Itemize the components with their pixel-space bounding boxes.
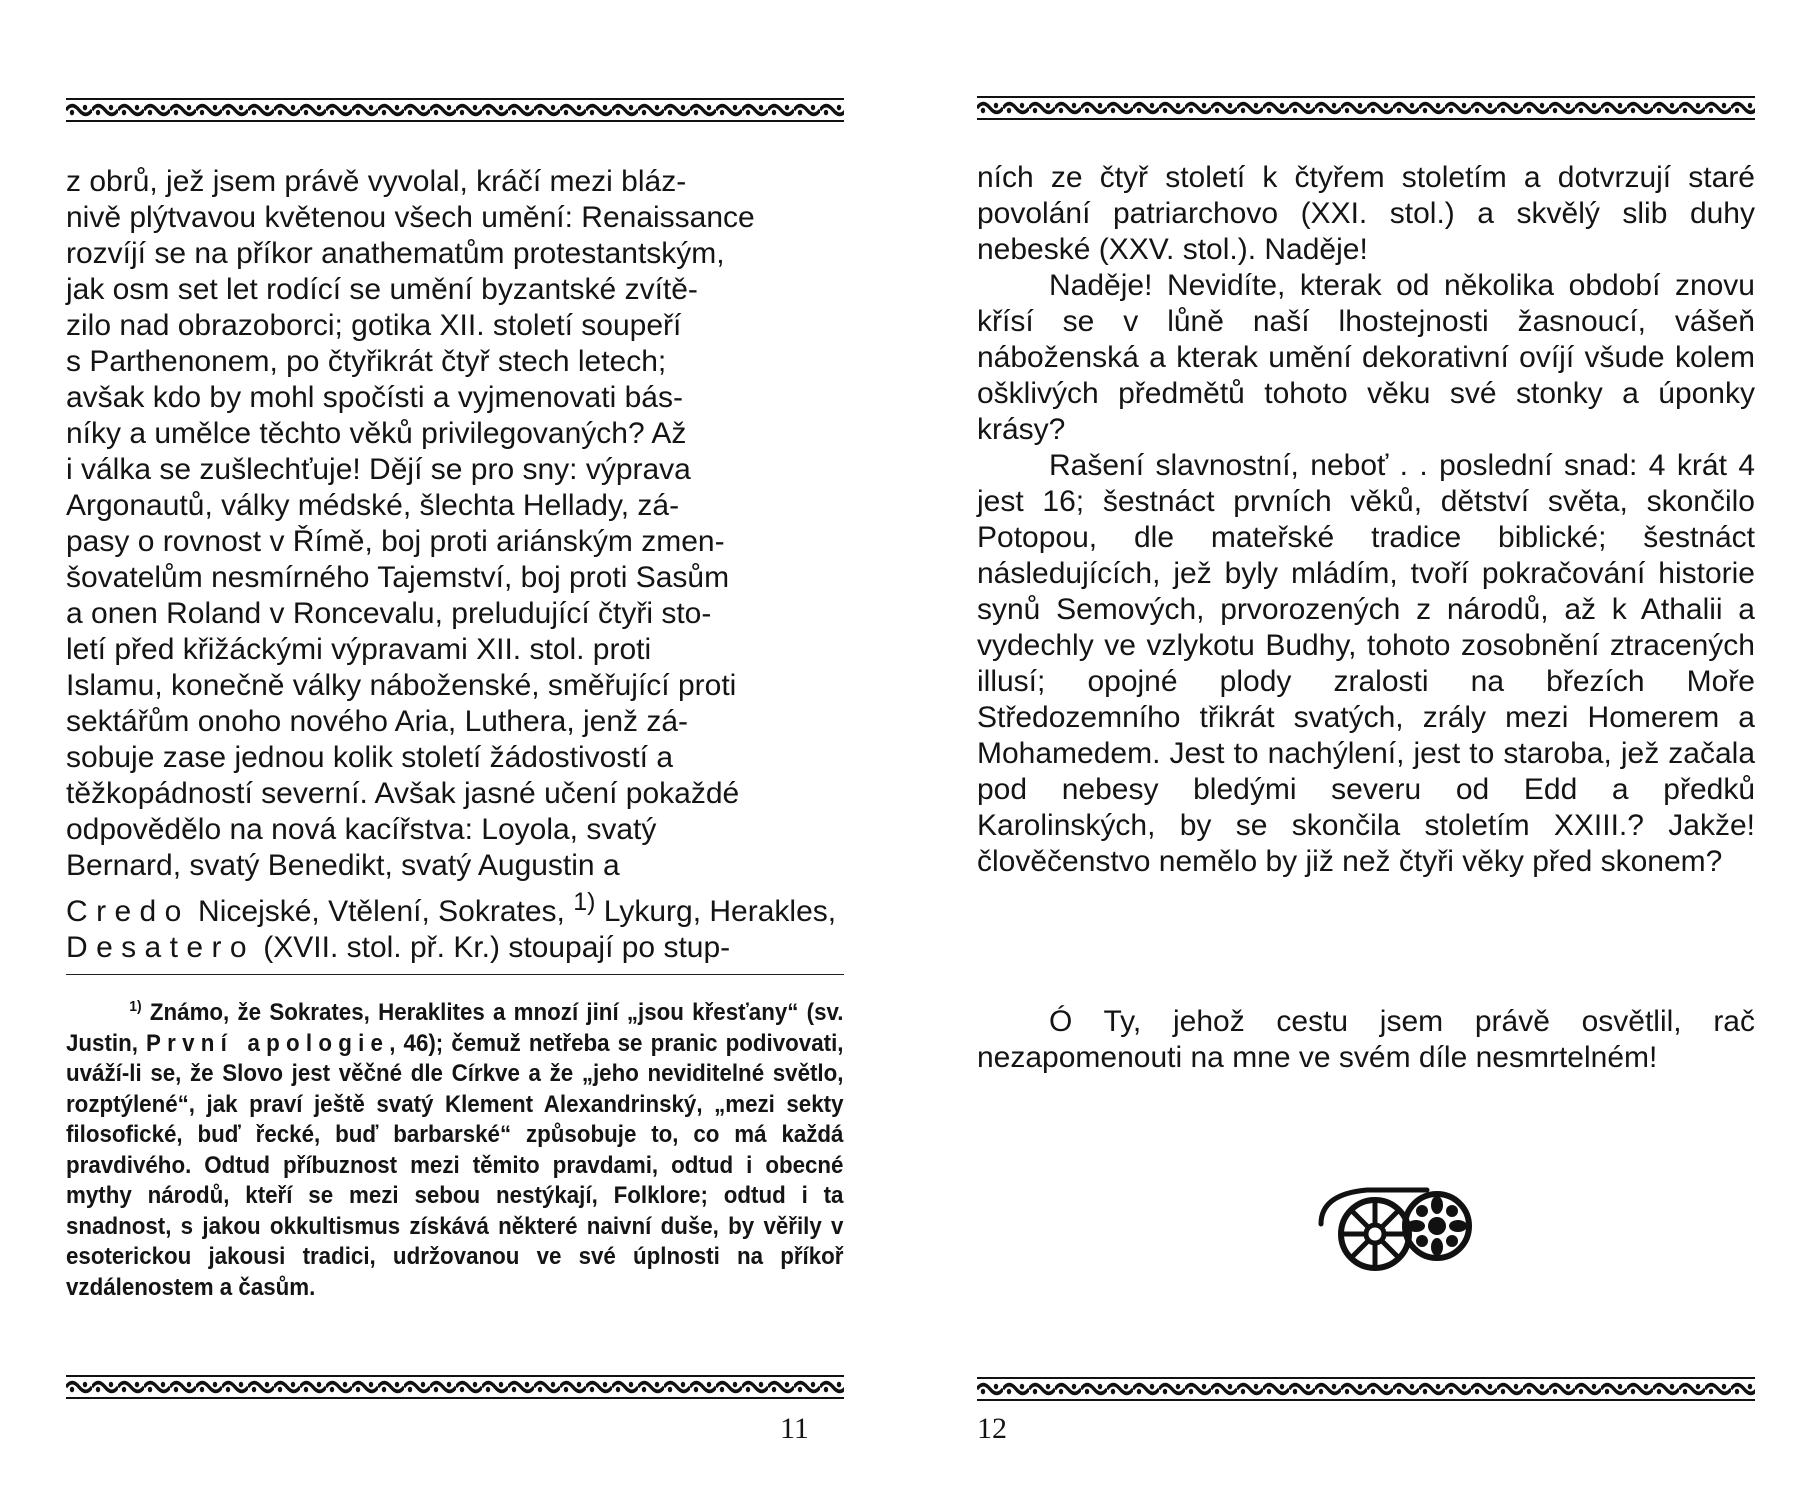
- flower-vignette-icon: [1307, 1160, 1477, 1284]
- spaced-word: Credo: [66, 895, 190, 928]
- left-body-text: [66, 164, 844, 966]
- top-border-ornament-icon: [977, 96, 1755, 120]
- spaced-word: Desatero: [66, 931, 255, 964]
- body-line: nivě plýtvavou květenou všech umění: Renaissance: [66, 201, 755, 234]
- body-line: Credo Nicejské, Vtělení, Sokrates, $^{1)}$ Lykurg, Herakles,: [66, 888, 837, 928]
- top-border-ornament-icon: [66, 98, 844, 122]
- paragraph: ních ze čtyř století k čtyřem stoletím a dotvrzují staré povolání patriarchovo (XXI. stol.) a skvělý slib duhy nebeské (XXV. stol.). Naděje!: [977, 161, 1755, 266]
- spaced-title: První apologie: [146, 1029, 390, 1057]
- body-line: odpovědělo na nová kacířstva: Loyola, svatý: [66, 813, 657, 846]
- footnote-divider: [66, 974, 844, 975]
- bottom-border-ornament-icon: [66, 1375, 844, 1399]
- bottom-border-ornament-icon: [977, 1377, 1755, 1401]
- body-line: těžkopádností severní. Avšak jasné učení pokaždé: [66, 777, 740, 810]
- body-line: zilo nad obrazoborci; gotika XII. století soupeří: [66, 309, 682, 342]
- body-line: avšak kdo by mohl spočísti a vyjmenovati bás-: [66, 381, 683, 414]
- footnote: $^{1)}$ Známo, že Sokrates, Heraklites a mnozí jiní „jsou křesťany“ (sv. Justin, První apologie, 46); čemuž netřeba se pranic podivovati, uváží-li se, že Slovo jest věčné dle Církve a že „jeho neviditelné světlo, rozptýlené“, jak praví ještě svatý Klement Alexandrinský, „mezi sekty filosofické, buď řecké, buď barbarské“ způsobuje to, co má každá pravdivého. Odtud příbuznost mezi těmito pravdami, odtud i obecné mythy národů, kteří se mezi sebou nestýkají, Folklore; odtud i ta snadnost, s jakou okkultismus získává některé naivní duše, by věřily v esoterickou jakousi tradici, udržovanou ve své úplnosti na příkoř vzdálenostem a časům.: [66, 998, 844, 1301]
- body-line: a onen Roland v Roncevalu, preludující čtyři sto-: [66, 597, 712, 630]
- body-line: rozvíjí se na příkor anathematům protestantským,: [66, 237, 725, 270]
- footnote-mark: 1): [129, 998, 142, 1015]
- page-number: 12: [977, 1412, 1007, 1445]
- body-line: Islamu, konečně války náboženské, směřující proti: [66, 669, 737, 702]
- body-line: sektářům onoho nového Aria, Luthera, jenž zá-: [66, 705, 689, 738]
- body-line: šovatelům nesmírného Tajemství, boj proti Sasům: [66, 561, 730, 594]
- body-line: Desatero (XVII. stol. př. Kr.) stoupají po stup-: [66, 931, 731, 964]
- body-line: níky a umělce těchto věků privilegovaných? Až: [66, 417, 687, 450]
- body-line: i válka se zušlechťuje! Dějí se pro sny: výprava: [66, 453, 691, 486]
- closing-text: [977, 1004, 1755, 1076]
- paragraph: Rašení slavnostní, neboť . . poslední snad: 4 krát 4 jest 16; šestnáct prvních věků, dětství světa, skončilo Potopou, dle mateřské tradice biblické; šestnáct následujících, jež byly mládím, tvoří pokračování historie synů Semových, prvorozených z národů, až k Athalii a vydechly ve vzlykotu Budhy, tohoto zosobnění ztracených illusí; opojné plody zralosti na březích Moře Středozemního třikrát svatých, zrály mezi Homerem a Mohamedem. Jest to nachýlení, jest to staroba, jež začala pod nebesy bledými severu od Edd a předků Karolinských, by se skončila stoletím XXIII.? Jakže! člověčenstvo nemělo by již než čtyři věky před skonem?: [977, 449, 1755, 878]
- body-line: pasy o rovnost v Římě, boj proti ariánským zmen-: [66, 525, 725, 558]
- body-line: s Parthenonem, po čtyřikrát čtyř stech letech;: [66, 345, 667, 378]
- body-line: sobuje zase jednou kolik století žádostivostí a: [66, 741, 674, 774]
- page-number: 11: [780, 1412, 809, 1445]
- body-line: Argonautů, války médské, šlechta Hellady, zá-: [66, 489, 680, 522]
- body-line: z obrů, jež jsem právě vyvolal, kráčí mezi bláz-: [66, 165, 687, 198]
- body-line: Bernard, svatý Benedikt, svatý Augustin a: [66, 849, 620, 882]
- right-body-text: [977, 160, 1755, 880]
- body-line: jak osm set let rodící se umění byzantské zvítě-: [66, 273, 698, 306]
- paragraph: Naděje! Nevidíte, kterak od několika období znovu křísí se v lůně naší lhostejnosti žasnoucí, vášeň náboženská a kterak umění dekorativní ovíjí všude kolem ošklivých předmětů tohoto věku své stonky a úponky krásy?: [977, 269, 1755, 446]
- body-line: letí před křižáckými výpravami XII. stol. proti: [66, 633, 652, 666]
- footnote-reference: 1): [573, 888, 596, 916]
- paragraph: Ó Ty, jehož cestu jsem právě osvětlil, rač nezapomenouti na mne ve svém díle nesmrtelném!: [977, 1005, 1755, 1074]
- right-page: [907, 0, 1814, 1500]
